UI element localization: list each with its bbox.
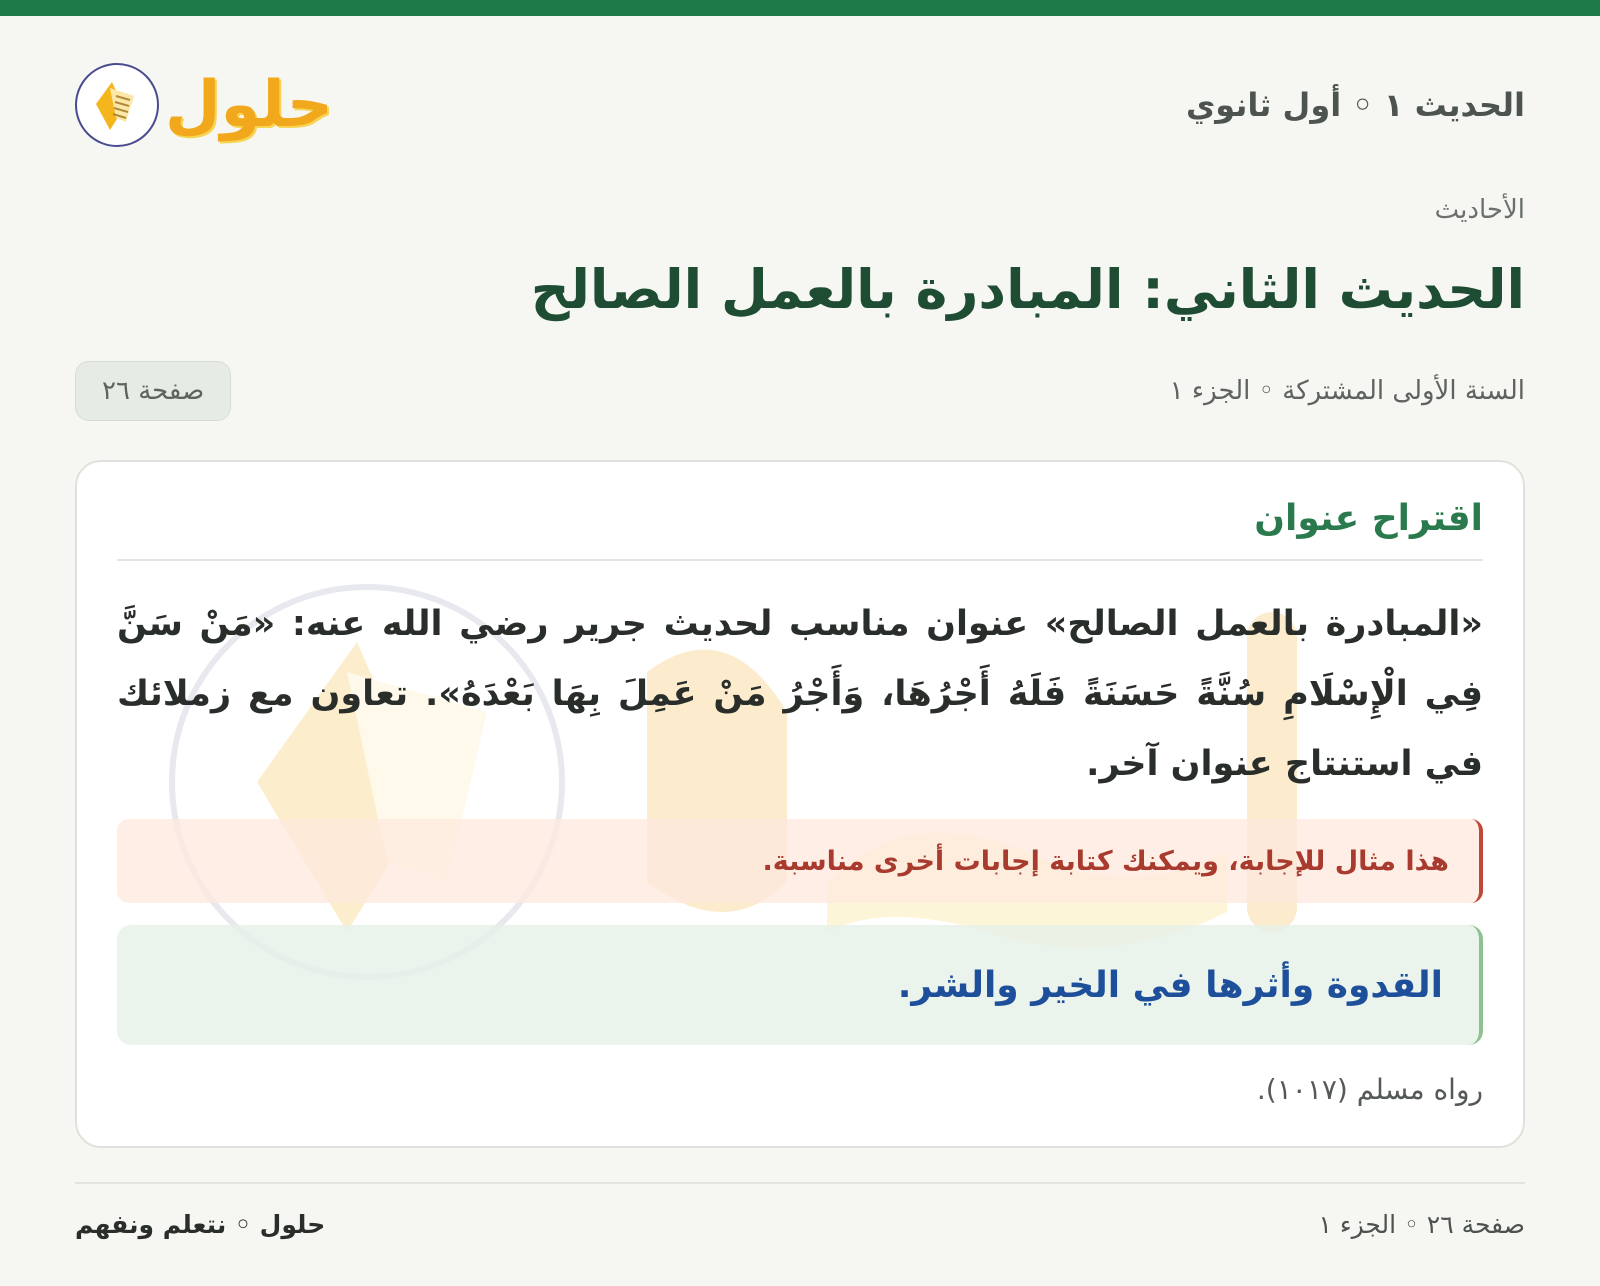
answer-box: القدوة وأثرها في الخير والشر. xyxy=(117,925,1483,1045)
meta-row xyxy=(75,358,1525,424)
page-number-badge: صفحة ٢٦ xyxy=(75,361,231,421)
course-meta: السنة الأولى المشتركة ◦ الجزء ١ xyxy=(1169,376,1525,406)
hulul-logo[interactable] xyxy=(75,63,333,147)
section-kicker: الأحاديث xyxy=(1434,195,1525,225)
footer-brand: حلول ◦ نتعلم ونفهم xyxy=(75,1210,326,1239)
footer-page-info: صفحة ٢٦ ◦ الجزء ١ xyxy=(1318,1210,1525,1239)
answer-note: هذا مثال للإجابة، ويمكنك كتابة إجابات أخرى مناسبة. xyxy=(117,819,1483,903)
page-header xyxy=(75,50,1525,160)
logo-wordmark: حلول xyxy=(165,68,333,142)
top-accent-bar xyxy=(0,0,1600,16)
page-footer xyxy=(75,1210,1525,1239)
book-icon xyxy=(75,63,159,147)
card-heading: اقتراح عنوان xyxy=(117,498,1483,561)
header-title: الحديث ١ ◦ أول ثانوي xyxy=(1185,86,1525,124)
page-title: الحديث الثاني: المبادرة بالعمل الصالح xyxy=(530,258,1525,321)
card-content xyxy=(117,462,1483,1146)
footer-divider xyxy=(75,1182,1525,1184)
question-text: «المبادرة بالعمل الصالح» عنوان مناسب لحديث جرير رضي الله عنه: «مَنْ سَنَّ فِي الْإِسْلَامِ سُنَّةً حَسَنَةً فَلَهُ أَجْرُهَا، وَأَجْرُ مَنْ عَمِلَ بِهَا بَعْدَهُ». تعاون مع زملائك في استنتاج عنوان آخر. xyxy=(117,604,1483,784)
hadith-source: رواه مسلم (١٠١٧). xyxy=(1256,1073,1483,1106)
exercise-card xyxy=(75,460,1525,1148)
